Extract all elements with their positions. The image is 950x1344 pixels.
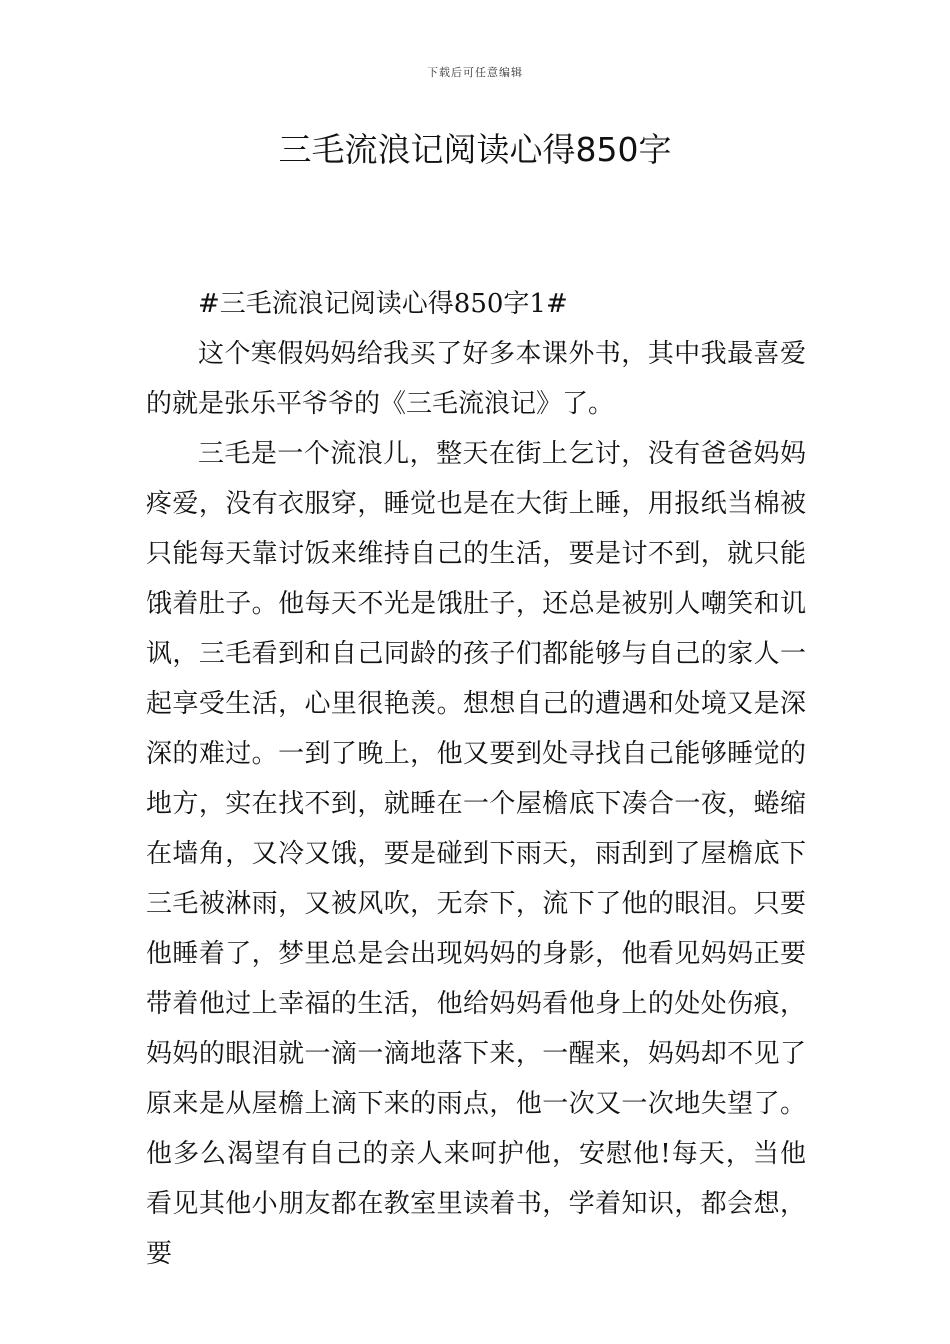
paragraph: 这个寒假妈妈给我买了好多本课外书，其中我最喜爱的就是张乐平爷爷的《三毛流浪记》了。 [146, 339, 806, 419]
document-body [146, 279, 806, 1279]
header-note: 下载后可任意编辑 [427, 66, 523, 79]
paragraph: 三毛是一个流浪儿，整天在街上乞讨，没有爸爸妈妈疼爱，没有衣服穿，睡觉也是在大街上睡，用报纸当棉被只能每天靠讨饭来维持自己的生活，要是讨不到，就只能饿着肚子。他每天不光是饿肚子，还总是被别人嘲笑和讥讽，三毛看到和自己同龄的孩子们都能够与自己的家人一起享受生活，心里很艳羡。想想自己的遭遇和处境又是深深的难过。一到了晚上，他又要到处寻找自己能够睡觉的地方，实在找不到，就睡在一个屋檐底下凑合一夜，蜷缩在墙角，又冷又饿，要是碰到下雨天，雨刮到了屋檐底下三毛被淋雨，又被风吹，无奈下，流下了他的眼泪。只要他睡着了，梦里总是会出现妈妈的身影，他看见妈妈正要带着他过上幸福的生活，他给妈妈看他身上的处处伤痕，妈妈的眼泪就一滴一滴地落下来，一醒来，妈妈却不见了原来是从屋檐上滴下来的雨点，他一次又一次地失望了。他多么渴望有自己的亲人来呵护他，安慰他!每天，当他看见其他小朋友都在教室里读着书，学着知识，都会想，要 [146, 439, 806, 1269]
section-heading: #三毛流浪记阅读心得850字1# [198, 289, 568, 319]
document-title: 三毛流浪记阅读心得850字 [278, 130, 672, 169]
